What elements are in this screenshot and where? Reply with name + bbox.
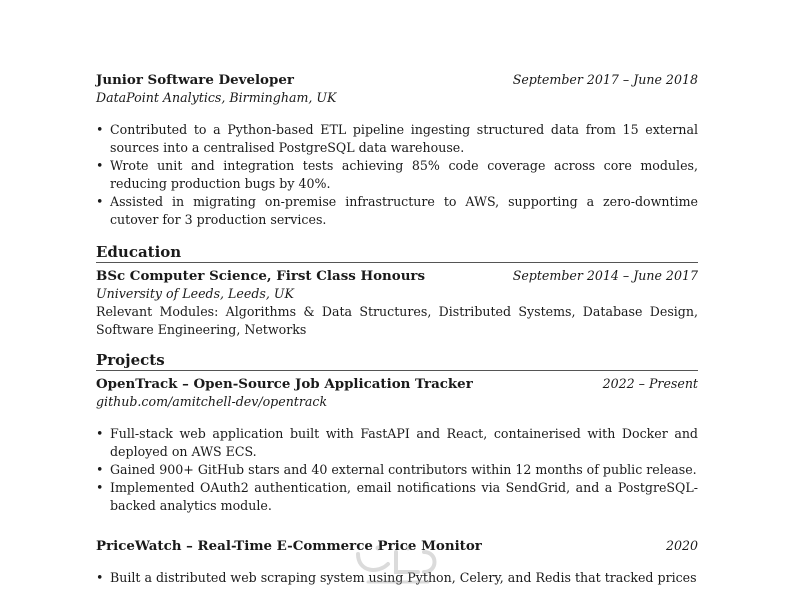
bullet-text: Contributed to a Python-based ETL pipeline ingesting structured data from 15 external sources into a centralised PostgreSQL data warehouse.: [110, 122, 698, 155]
list-item: [96, 479, 698, 515]
list-item: [96, 193, 698, 229]
project-header: [96, 375, 698, 393]
bullet-text: Gained 900+ GitHub stars and 40 external contributors within 12 months of public release.: [110, 462, 697, 477]
project-title: OpenTrack – Open-Source Job Application Tracker: [96, 376, 473, 392]
education-entry-header: [96, 267, 698, 285]
education-section: [96, 243, 698, 339]
bullet-icon: •: [96, 158, 104, 173]
experience-entry: [96, 71, 698, 229]
education-dates: September 2014 – June 2017: [512, 268, 698, 283]
bullet-text: Built a distributed web scraping system using Python, Celery, and Redis that tracked prices: [110, 570, 697, 585]
institution: University of Leeds, Leeds, UK: [96, 286, 294, 301]
project-dates: 2020: [665, 538, 698, 553]
job-dates: September 2017 – June 2018: [512, 72, 698, 87]
list-item: [96, 461, 698, 479]
job-title: Junior Software Developer: [96, 72, 294, 88]
list-item: [96, 121, 698, 157]
bullet-icon: •: [96, 480, 104, 495]
project-bullets: [96, 425, 698, 515]
bullet-icon: •: [96, 426, 104, 441]
relevant-modules: Relevant Modules: Algorithms & Data Structures, Distributed Systems, Database Design, Software Engineering, Networks: [96, 304, 698, 337]
bullet-text: Full-stack web application built with FastAPI and React, containerised with Docker and deployed on AWS ECS.: [110, 426, 698, 459]
bullet-icon: •: [96, 570, 104, 585]
bullet-text: Wrote unit and integration tests achieving 85% code coverage across core modules, reducing production bugs by 40%.: [110, 158, 698, 191]
watermark-logo-icon: [348, 542, 444, 588]
experience-entry-header: [96, 71, 698, 89]
bullet-icon: •: [96, 462, 104, 477]
job-company: DataPoint Analytics, Birmingham, UK: [96, 90, 337, 105]
job-bullets: [96, 121, 698, 229]
bullet-text: Assisted in migrating on-premise infrastructure to AWS, supporting a zero-downtime cutover for 3 production services.: [110, 194, 698, 227]
list-item: [96, 157, 698, 193]
project-entry: [96, 375, 698, 515]
bullet-icon: •: [96, 122, 104, 137]
project-link[interactable]: github.com/amitchell-dev/opentrack: [96, 394, 328, 409]
section-title-education: Education: [96, 243, 698, 263]
project-dates: 2022 – Present: [602, 376, 698, 391]
bullet-text: Implemented OAuth2 authentication, email notifications via SendGrid, and a PostgreSQL-backed analytics module.: [110, 480, 698, 513]
project-title: PriceWatch – Real-Time E-Commerce Price Monitor: [96, 538, 482, 554]
resume-page: [96, 64, 698, 587]
section-title-projects: Projects: [96, 351, 698, 371]
bullet-icon: •: [96, 194, 104, 209]
list-item: [96, 425, 698, 461]
degree-title: BSc Computer Science, First Class Honours: [96, 268, 426, 284]
